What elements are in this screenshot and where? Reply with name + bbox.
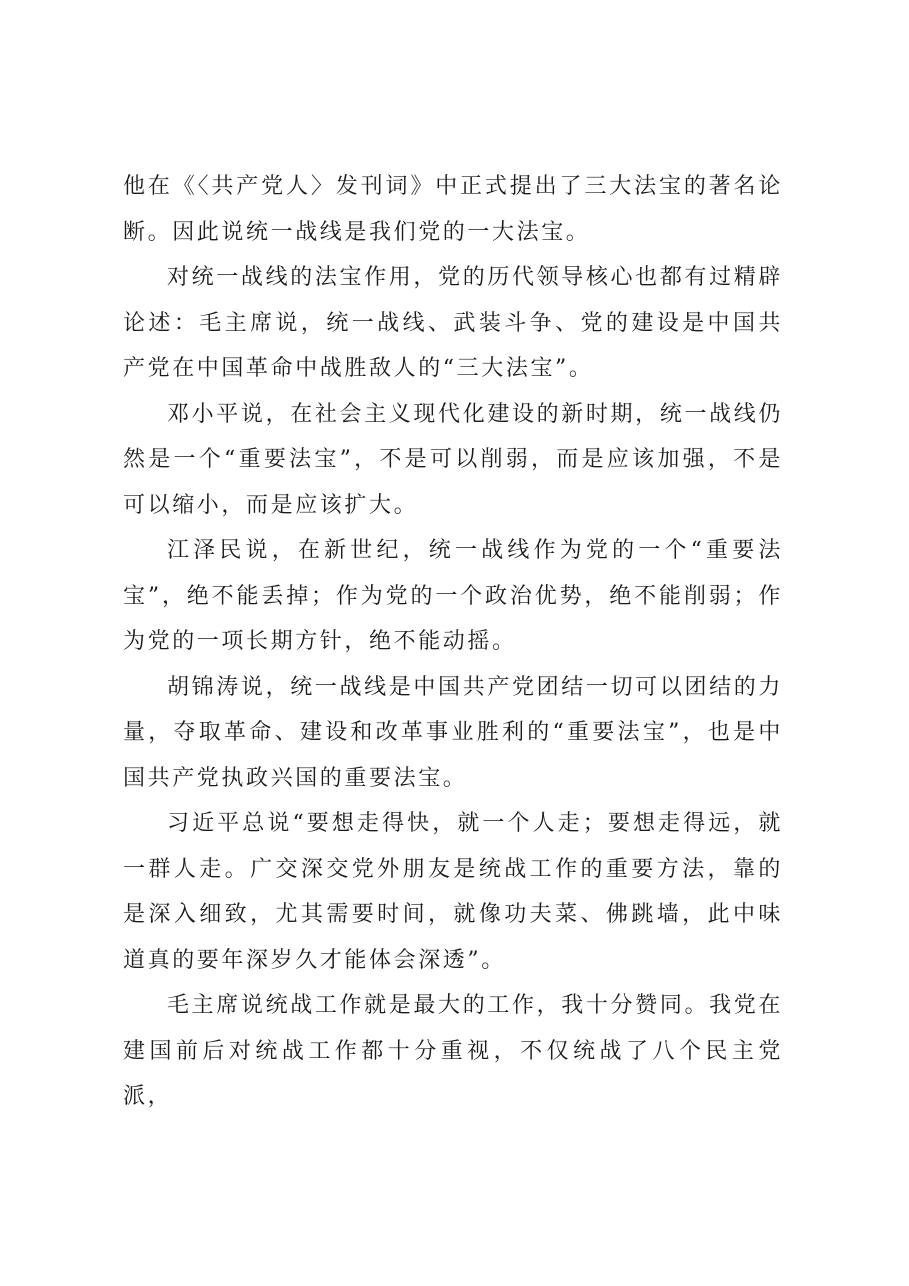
paragraph-2: 对统一战线的法宝作用，党的历代领导核心也都有过精辟论述：毛主席说，统一战线、武装斗争、党的建设是中国共产党在中国革命中战胜敌人的“三大法宝”。 (123, 265, 783, 381)
paragraph-7: 毛主席说统战工作就是最大的工作，我十分赞同。我党在建国前后对统战工作都十分重视，不仅统战了八个民主党派， (123, 993, 783, 1109)
paragraph-1: 他在《〈共产党人〉发刊词》中正式提出了三大法宝的著名论断。因此说统一战线是我们党的一大法宝。 (123, 174, 783, 245)
paragraph-3: 邓小平说，在社会主义现代化建设的新时期，统一战线仍然是一个“重要法宝”，不是可以削弱，而是应该加强，不是可以缩小，而是应该扩大。 (123, 401, 783, 518)
document-body (123, 164, 783, 1120)
paragraph-6: 习近平总说“要想走得快，就一个人走；要想走得远，就一群人走。广交深交党外朋友是统战工作的重要方法，靠的是深入细致，尤其需要时间，就像功夫菜、佛跳墙，此中味道真的要年深岁久才能体会深透”。 (123, 811, 783, 973)
paragraph-4: 江泽民说，在新世纪，统一战线作为党的一个“重要法宝”，绝不能丢掉；作为党的一个政治优势，绝不能削弱；作为党的一项长期方针，绝不能动摇。 (123, 538, 783, 654)
paragraph-5: 胡锦涛说，统一战线是中国共产党团结一切可以团结的力量，夺取革命、建设和改革事业胜利的“重要法宝”，也是中国共产党执政兴国的重要法宝。 (123, 674, 783, 791)
